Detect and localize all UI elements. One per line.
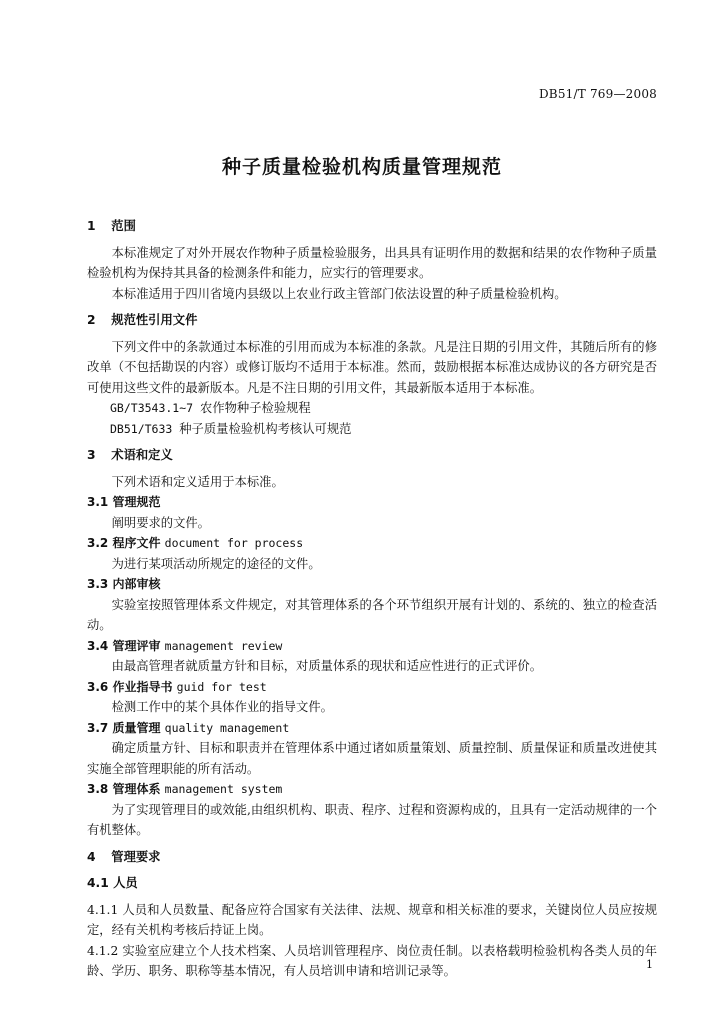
term-number: 3.7 <box>87 720 109 735</box>
document-body <box>87 210 657 982</box>
clause-paragraph: 4.1.2 实验室应建立个人技术档案、人员培训管理程序、岗位责任制。以表格载明检验机构各类人员的年龄、学历、职务、职称等基本情况，有人员培训申请和培训记录等。 <box>87 943 657 978</box>
section-title: 术语和定义 <box>111 448 173 462</box>
section-title: 规范性引用文件 <box>111 313 198 327</box>
section-title: 管理要求 <box>111 849 161 864</box>
term-heading <box>87 677 657 698</box>
term-english: management review <box>164 638 283 653</box>
reference-item <box>87 419 657 440</box>
reference-code: GB/T3543.1~7 <box>110 401 194 415</box>
section-number: 3 <box>87 448 96 462</box>
reference-title: 种子质量检验机构考核认可规范 <box>179 421 352 436</box>
paragraph: 本标准规定了对外开展农作物种子质量检验服务，出具具有证明作用的数据和结果的农作物种子质量检验机构为保持其具备的检测条件和能力，应实行的管理要求。 <box>87 245 657 280</box>
page-number: 1 <box>646 958 653 971</box>
term-definition: 为进行某项活动所规定的途径的文件。 <box>111 556 321 571</box>
term-name: 管理评审 <box>112 638 161 653</box>
section-2-heading <box>87 310 657 331</box>
term-number: 3.4 <box>87 638 109 653</box>
term-definition: 阐明要求的文件。 <box>111 515 210 530</box>
term-english: document for process <box>164 536 304 550</box>
subsection-4-1-heading <box>87 873 657 894</box>
section-number: 4 <box>87 849 96 864</box>
term-name: 作业指导书 <box>112 679 173 694</box>
term-definition: 检测工作中的某个具体作业的指导文件。 <box>111 700 333 714</box>
term-name: 管理体系 <box>112 782 161 796</box>
clause-paragraph: 4.1.1 人员和人员数量、配备应符合国家有关法律、法规、规章和相关标准的要求，关键岗位人员应按规定，经有关机构考核后持证上岗。 <box>87 902 657 937</box>
term-heading <box>87 492 657 513</box>
reference-code: DB51/T633 <box>110 421 173 436</box>
term-english: guid for test <box>176 679 267 694</box>
term-english: management system <box>164 782 283 796</box>
term-definition: 确定质量方针、目标和职责并在管理体系中通过诸如质量策划、质量控制、质量保证和质量改进使其实施全部管理职能的所有活动。 <box>87 741 657 776</box>
subsection-number: 4.1 <box>87 876 109 890</box>
term-definition: 实验室按照管理体系文件规定，对其管理体系的各个环节组织开展有计划的、系统的、独立的检查活动。 <box>87 597 657 632</box>
term-heading <box>87 533 657 554</box>
section-number: 2 <box>87 313 96 327</box>
section-number: 1 <box>87 219 96 233</box>
term-number: 3.8 <box>87 782 109 796</box>
document-title: 种子质量检验机构质量管理规范 <box>221 156 502 178</box>
term-name: 程序文件 <box>112 536 161 550</box>
term-definition: 为了实现管理目的或效能,由组织机构、职责、程序、过程和资源构成的，且具有一定活动规律的一个有机整体。 <box>87 802 657 837</box>
reference-title: 农作物种子检验规程 <box>200 401 311 415</box>
section-3-heading <box>87 445 657 466</box>
paragraph: 下列术语和定义适用于本标准。 <box>111 474 284 489</box>
section-title: 范围 <box>111 219 136 233</box>
section-1-heading <box>87 216 657 237</box>
subsection-title: 人员 <box>113 876 138 890</box>
term-number: 3.2 <box>87 536 109 550</box>
standard-code: DB51/T 769—2008 <box>538 87 657 101</box>
term-heading <box>87 574 657 595</box>
paragraph: 本标准适用于四川省境内县级以上农业行政主管部门依法设置的种子质量检验机构。 <box>111 286 567 301</box>
term-heading <box>87 636 657 657</box>
reference-item <box>87 398 657 419</box>
paragraph: 下列文件中的条款通过本标准的引用而成为本标准的条款。凡是注日期的引用文件，其随后所有的修改单（不包括勘误的内容）或修订版均不适用于本标准。然而，鼓励根据本标准达成协议的各方研究是否可使用这些文件的最新版本。凡是不注日期的引用文件，其最新版本适用于本标准。 <box>87 339 657 395</box>
term-definition: 由最高管理者就质量方针和目标，对质量体系的现状和适应性进行的正式评价。 <box>111 659 542 673</box>
term-heading <box>87 718 657 739</box>
term-number: 3.6 <box>87 679 109 694</box>
term-heading <box>87 779 657 800</box>
section-4-heading <box>87 847 657 868</box>
term-number: 3.3 <box>87 577 109 591</box>
term-name: 质量管理 <box>112 720 161 735</box>
term-english: quality management <box>164 720 290 735</box>
term-number: 3.1 <box>87 495 109 509</box>
term-name: 管理规范 <box>112 495 161 509</box>
term-name: 内部审核 <box>112 577 161 591</box>
